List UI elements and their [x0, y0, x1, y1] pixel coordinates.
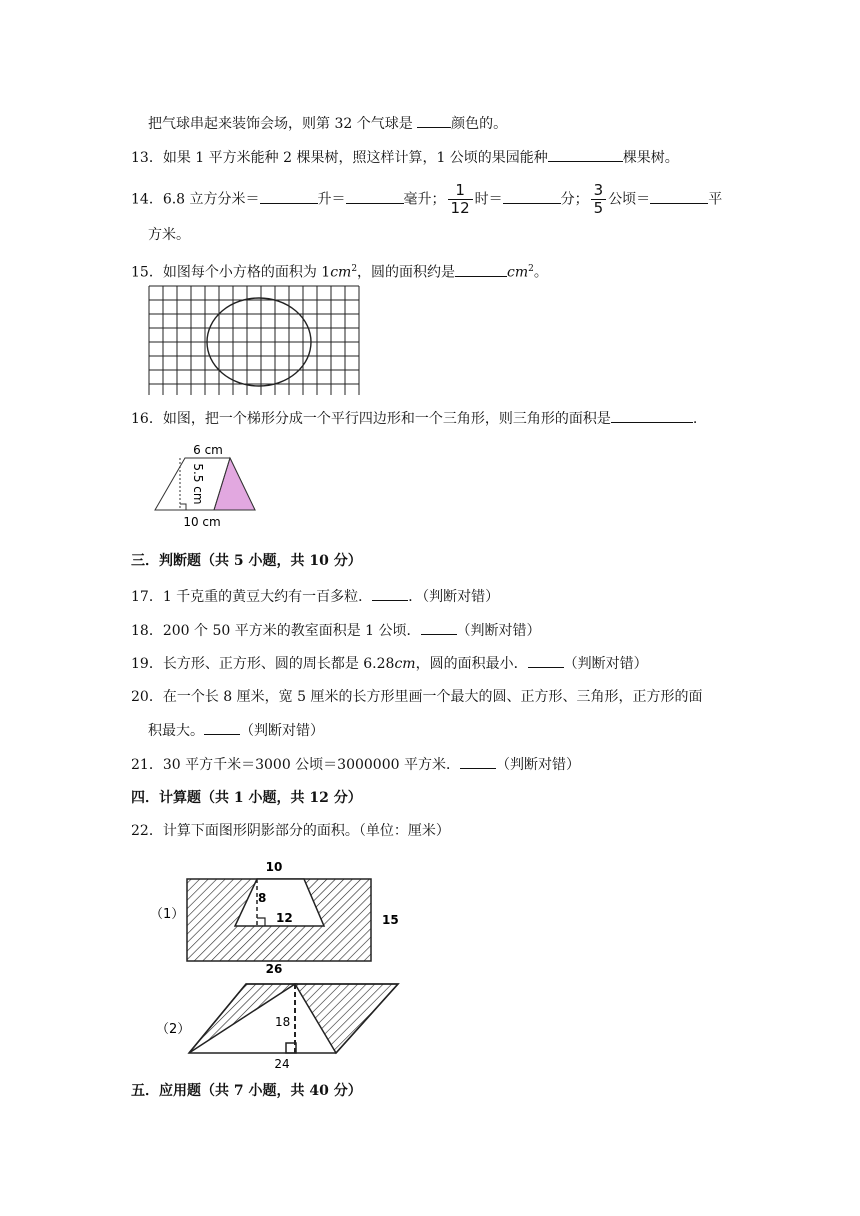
q14-blank-4[interactable] [650, 188, 708, 204]
q16-trapezoid-figure [150, 438, 260, 534]
fig1-label: （1） [150, 907, 185, 922]
q14-blank-1[interactable] [260, 188, 318, 204]
q21-tail: （判断对错） [495, 757, 580, 773]
height-label: 5.5 cm [191, 463, 205, 505]
q18-text: 200 个 50 平方米的教室面积是 1 公顷． [162, 623, 421, 639]
fig1-height-label: 8 [258, 891, 267, 905]
q14-blank-2[interactable] [346, 188, 404, 204]
q14-number: 14． [131, 191, 163, 208]
q14-part6: 公顷＝ [608, 191, 651, 208]
bottom-label: 10 cm [183, 515, 221, 529]
q13-blank[interactable] [548, 146, 623, 162]
q17-tail: ．（判断对错） [408, 589, 500, 605]
q15-blank[interactable] [455, 261, 507, 277]
q14-part5: 分； [560, 191, 589, 208]
q18-tail: （判断对错） [456, 623, 541, 639]
q14-cont-text: 方米。 [148, 227, 190, 243]
q12-blank[interactable] [417, 112, 451, 128]
q12-text: 把气球串起来装饰会场，则第 32 个气球是 [148, 116, 418, 132]
q22-line [131, 821, 450, 841]
q15-number: 15． [131, 264, 163, 281]
q14-part1: 6.8 立方分米＝ [162, 191, 260, 208]
q15-unit: cm [330, 264, 352, 281]
q15-grid-figure [148, 285, 360, 395]
q16-blank[interactable] [611, 407, 693, 423]
section3-heading: 三．判断题（共 5 小题，共 10 分） [131, 553, 362, 569]
fraction-numerator: 3 [591, 182, 607, 200]
q14-part7: 平 [708, 191, 723, 208]
q16-text: 如图，把一个梯形分成一个平行四边形和一个三角形，则三角形的面积是 [162, 411, 611, 427]
q16-tail: . [692, 411, 698, 427]
q18-number: 18． [131, 623, 163, 639]
q13-tail: 棵果树。 [622, 150, 679, 166]
fraction-numerator: 1 [448, 182, 473, 200]
q16-number: 16． [131, 411, 163, 427]
q13-number: 13． [131, 150, 163, 166]
q13-text: 如果 1 平方米能种 2 棵果树，照这样计算，1 公顷的果园能种 [162, 150, 548, 166]
fig2-label: （2） [156, 1022, 191, 1037]
q20-number: 20． [131, 689, 163, 705]
q19-number: 19． [131, 656, 163, 672]
section4-heading: 四．计算题（共 1 小题，共 12 分） [131, 790, 362, 806]
q21-line [131, 753, 580, 775]
q15-sup2: 2 [528, 264, 534, 274]
fraction-denominator: 5 [593, 199, 604, 217]
fig1-inner-bottom-label: 12 [276, 911, 293, 925]
q15-line [131, 259, 548, 283]
q14-part3: 毫升； [403, 191, 446, 208]
q21-text: 30 平方千米＝3000 公顷＝3000000 平方米． [162, 757, 460, 773]
q20-blank[interactable] [204, 719, 240, 735]
fraction-denominator: 12 [450, 199, 470, 217]
q15-part1: 如图每个小方格的面积为 1 [162, 264, 331, 281]
q12-tail: 颜色的。 [451, 116, 508, 132]
q21-number: 21． [131, 757, 163, 773]
q17-line [131, 585, 499, 607]
q19-part1: 长方形、正方形、圆的周长都是 6.28 [162, 656, 395, 672]
q20-text: 在一个长 8 厘米，宽 5 厘米的长方形里画一个最大的圆、正方形、三角形，正方形的面 [162, 689, 703, 705]
q22-figures [150, 852, 415, 1072]
q19-blank[interactable] [528, 652, 564, 668]
top-label: 6 cm [193, 443, 223, 457]
fig1-right-label: 15 [382, 913, 399, 927]
section5-heading: 五．应用题（共 7 小题，共 40 分） [131, 1083, 362, 1099]
q14-fraction-1 [448, 182, 473, 217]
q15-part2: ，圆的面积约是 [357, 264, 456, 281]
q22-number: 22． [131, 823, 163, 839]
fig1-top-label: 10 [265, 860, 283, 874]
q13-line [131, 146, 679, 168]
q12-line [148, 112, 507, 134]
q14-continuation [148, 225, 190, 245]
q20-line [131, 687, 702, 707]
q14-line [131, 182, 722, 217]
fig1-bottom-label: 26 [265, 962, 283, 976]
q20-continuation [148, 719, 324, 741]
q17-blank[interactable] [372, 585, 408, 601]
fig2-height-label: 18 [275, 1015, 291, 1029]
q19-unit: cm [394, 656, 416, 672]
q21-blank[interactable] [460, 753, 496, 769]
q16-line [131, 407, 697, 429]
fig2-shaded-right [295, 984, 398, 1053]
q15-tail: 。 [533, 264, 548, 281]
q18-blank[interactable] [421, 619, 457, 635]
q18-line [131, 619, 541, 641]
q14-blank-3[interactable] [503, 188, 561, 204]
q14-part4: 时＝ [474, 191, 503, 208]
q22-text: 计算下面图形阴影部分的面积。（单位：厘米） [162, 823, 450, 839]
q19-part2: ，圆的面积最小． [415, 656, 528, 672]
q19-line [131, 652, 648, 674]
q14-part2: 升＝ [317, 191, 346, 208]
q15-unit2: cm [507, 264, 529, 281]
q17-text: 1 千克重的黄豆大约有一百多粒． [162, 589, 373, 605]
q14-fraction-2 [591, 182, 607, 217]
q15-sup: 2 [351, 264, 358, 274]
q19-tail: （判断对错） [563, 656, 648, 672]
q20-tail: （判断对错） [240, 723, 324, 739]
q17-number: 17． [131, 589, 163, 605]
q20-cont-text: 积最大。 [148, 723, 204, 739]
fig2-base-label: 24 [274, 1057, 290, 1071]
